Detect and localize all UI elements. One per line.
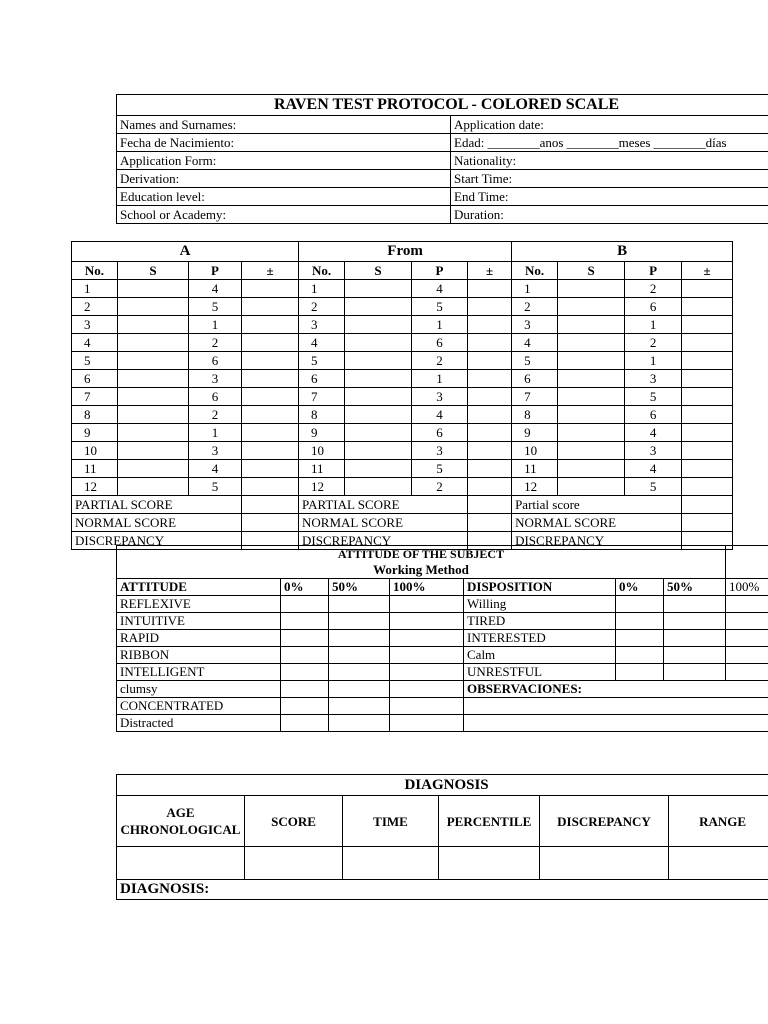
col-s: S	[558, 262, 625, 280]
score-row	[72, 370, 733, 388]
discrepancy-label: DISCREPANCY	[299, 532, 468, 550]
names-field[interactable]: Names and Surnames:	[117, 116, 451, 134]
score-row	[72, 406, 733, 424]
plus-minus-cell[interactable]	[242, 424, 299, 442]
diagnosis-title: DIAGNOSIS	[117, 775, 768, 796]
discrepancy-label: DISCREPANCY	[72, 532, 242, 550]
item-number: 1	[299, 280, 345, 298]
key-answer: 4	[412, 406, 468, 424]
answer-cell[interactable]	[558, 424, 625, 442]
plus-minus-cell[interactable]	[682, 388, 733, 406]
plus-minus-cell[interactable]	[242, 280, 299, 298]
attitude-item: RIBBON	[117, 647, 281, 664]
plus-minus-cell[interactable]	[242, 406, 299, 424]
plus-minus-cell[interactable]	[682, 334, 733, 352]
key-answer: 2	[625, 280, 682, 298]
rating-cell[interactable]	[664, 596, 726, 613]
answer-cell[interactable]	[118, 424, 189, 442]
start-time-field[interactable]: Start Time:	[451, 170, 768, 188]
rating-cell[interactable]	[390, 681, 464, 698]
key-answer: 2	[412, 478, 468, 496]
key-answer: 4	[189, 460, 242, 478]
item-number: 3	[72, 316, 118, 334]
plus-minus-cell[interactable]	[468, 352, 512, 370]
plus-minus-cell[interactable]	[468, 424, 512, 442]
diagnosis-footer[interactable]: DIAGNOSIS:	[117, 880, 768, 900]
rating-cell[interactable]	[664, 664, 726, 681]
identification-table	[116, 94, 768, 224]
diagnosis-input-cell[interactable]	[669, 847, 768, 880]
plus-minus-cell[interactable]	[682, 316, 733, 334]
rating-cell[interactable]	[281, 681, 329, 698]
item-number: 7	[72, 388, 118, 406]
key-answer: 2	[625, 334, 682, 352]
disposition-item: Calm	[464, 647, 616, 664]
item-number: 12	[72, 478, 118, 496]
answer-cell[interactable]	[558, 478, 625, 496]
attitude-row	[117, 698, 768, 715]
attitude-table	[116, 545, 768, 732]
plus-minus-cell[interactable]	[468, 280, 512, 298]
attitude-row	[117, 681, 768, 698]
rating-cell[interactable]	[390, 715, 464, 732]
col-pm: ±	[242, 262, 299, 280]
answer-cell[interactable]	[558, 352, 625, 370]
normal-score-label: NORMAL SCORE	[512, 514, 682, 532]
key-answer: 6	[625, 298, 682, 316]
score-cell[interactable]	[682, 496, 733, 514]
rating-cell[interactable]	[390, 630, 464, 647]
col-s: S	[118, 262, 189, 280]
key-answer: 2	[412, 352, 468, 370]
rating-cell[interactable]	[726, 630, 768, 647]
score-cell[interactable]	[242, 514, 299, 532]
answer-cell[interactable]	[345, 298, 412, 316]
partial-score-label: Partial score	[512, 496, 682, 514]
scoring-table	[71, 241, 733, 550]
duration-field[interactable]: Duration:	[451, 206, 768, 224]
col-pm: ±	[682, 262, 733, 280]
age-chronological-header: AGE CHRONOLOGICAL	[117, 796, 245, 847]
plus-minus-cell[interactable]	[242, 334, 299, 352]
score-header: SCORE	[245, 796, 343, 847]
col-p: P	[625, 262, 682, 280]
time-header: TIME	[343, 796, 439, 847]
rating-cell[interactable]	[329, 630, 390, 647]
item-number: 2	[299, 298, 345, 316]
rating-cell[interactable]	[664, 630, 726, 647]
key-answer: 6	[189, 352, 242, 370]
score-row	[72, 352, 733, 370]
plus-minus-cell[interactable]	[682, 460, 733, 478]
rating-cell[interactable]	[281, 715, 329, 732]
col-no: No.	[512, 262, 558, 280]
plus-minus-cell[interactable]	[682, 352, 733, 370]
rating-cell[interactable]	[281, 698, 329, 715]
answer-cell[interactable]	[118, 352, 189, 370]
key-answer: 3	[412, 442, 468, 460]
plus-minus-cell[interactable]	[468, 442, 512, 460]
key-answer: 2	[189, 334, 242, 352]
diagnosis-input-cell[interactable]	[439, 847, 540, 880]
observations-area[interactable]	[464, 698, 768, 715]
item-number: 11	[512, 460, 558, 478]
rating-cell[interactable]	[329, 698, 390, 715]
range-header: RANGE	[669, 796, 768, 847]
age-field[interactable]: Edad: ________anos ________meses ________días	[451, 134, 768, 152]
key-answer: 5	[412, 298, 468, 316]
form-title: RAVEN TEST PROTOCOL - COLORED SCALE	[117, 95, 768, 116]
rating-cell[interactable]	[390, 698, 464, 715]
answer-cell[interactable]	[345, 442, 412, 460]
plus-minus-cell[interactable]	[682, 370, 733, 388]
item-number: 4	[512, 334, 558, 352]
normal-score-label: NORMAL SCORE	[72, 514, 242, 532]
pct-100-header: 100%	[726, 579, 768, 596]
score-row	[72, 298, 733, 316]
score-row	[72, 442, 733, 460]
rating-cell[interactable]	[329, 647, 390, 664]
key-answer: 3	[189, 442, 242, 460]
attitude-item: INTELLIGENT	[117, 664, 281, 681]
rating-cell[interactable]	[281, 664, 329, 681]
section-b-title: B	[512, 242, 733, 262]
rating-cell[interactable]	[616, 613, 664, 630]
key-answer: 3	[625, 442, 682, 460]
score-row	[72, 460, 733, 478]
answer-cell[interactable]	[118, 280, 189, 298]
item-number: 5	[72, 352, 118, 370]
disposition-item: UNRESTFUL	[464, 664, 616, 681]
item-number: 6	[512, 370, 558, 388]
plus-minus-cell[interactable]	[682, 442, 733, 460]
item-number: 11	[299, 460, 345, 478]
item-number: 4	[299, 334, 345, 352]
item-number: 8	[72, 406, 118, 424]
item-number: 1	[72, 280, 118, 298]
pct-50-header: 50%	[329, 579, 390, 596]
rating-cell[interactable]	[390, 613, 464, 630]
section-ab-title: From	[299, 242, 512, 262]
disposition-header: DISPOSITION	[464, 579, 616, 596]
pct-100-header: 100%	[390, 579, 464, 596]
plus-minus-cell[interactable]	[242, 442, 299, 460]
answer-cell[interactable]	[118, 298, 189, 316]
answer-cell[interactable]	[345, 460, 412, 478]
plus-minus-cell[interactable]	[242, 388, 299, 406]
score-row	[72, 388, 733, 406]
rating-cell[interactable]	[329, 664, 390, 681]
score-cell[interactable]	[468, 514, 512, 532]
plus-minus-cell[interactable]	[468, 406, 512, 424]
key-answer: 6	[412, 424, 468, 442]
normal-score-label: NORMAL SCORE	[299, 514, 468, 532]
working-method-subtitle: Working Method	[117, 562, 726, 579]
partial-score-label: PARTIAL SCORE	[72, 496, 242, 514]
answer-cell[interactable]	[558, 334, 625, 352]
score-row	[72, 280, 733, 298]
partial-score-label: PARTIAL SCORE	[299, 496, 468, 514]
plus-minus-cell[interactable]	[468, 460, 512, 478]
item-number: 8	[512, 406, 558, 424]
answer-cell[interactable]	[558, 460, 625, 478]
plus-minus-cell[interactable]	[682, 406, 733, 424]
rating-cell[interactable]	[616, 664, 664, 681]
item-number: 11	[72, 460, 118, 478]
answer-cell[interactable]	[558, 370, 625, 388]
percentile-header: PERCENTILE	[439, 796, 540, 847]
answer-cell[interactable]	[558, 442, 625, 460]
plus-minus-cell[interactable]	[242, 478, 299, 496]
item-number: 9	[72, 424, 118, 442]
diagnosis-input-cell[interactable]	[117, 847, 245, 880]
item-number: 2	[512, 298, 558, 316]
answer-cell[interactable]	[558, 280, 625, 298]
answer-cell[interactable]	[118, 334, 189, 352]
col-p: P	[412, 262, 468, 280]
diagnosis-input-cell[interactable]	[245, 847, 343, 880]
discrepancy-label: DISCREPANCY	[512, 532, 682, 550]
answer-cell[interactable]	[345, 478, 412, 496]
disposition-item: Willing	[464, 596, 616, 613]
attitude-item: RAPID	[117, 630, 281, 647]
item-number: 7	[299, 388, 345, 406]
score-row	[72, 478, 733, 496]
answer-cell[interactable]	[345, 406, 412, 424]
answer-cell[interactable]	[345, 370, 412, 388]
plus-minus-cell[interactable]	[468, 334, 512, 352]
score-cell[interactable]	[682, 514, 733, 532]
key-answer: 4	[412, 280, 468, 298]
answer-cell[interactable]	[345, 280, 412, 298]
answer-cell[interactable]	[118, 478, 189, 496]
item-number: 9	[299, 424, 345, 442]
key-answer: 2	[189, 406, 242, 424]
rating-cell[interactable]	[281, 647, 329, 664]
col-no: No.	[299, 262, 345, 280]
plus-minus-cell[interactable]	[682, 298, 733, 316]
key-answer: 4	[625, 460, 682, 478]
rating-cell[interactable]	[390, 664, 464, 681]
answer-cell[interactable]	[345, 352, 412, 370]
key-answer: 4	[625, 424, 682, 442]
key-answer: 1	[625, 316, 682, 334]
attitude-item: INTUITIVE	[117, 613, 281, 630]
rating-cell[interactable]	[281, 630, 329, 647]
rating-cell[interactable]	[329, 596, 390, 613]
item-number: 10	[299, 442, 345, 460]
rating-cell[interactable]	[664, 613, 726, 630]
col-no: No.	[72, 262, 118, 280]
rating-cell[interactable]	[281, 596, 329, 613]
rating-cell[interactable]	[726, 647, 768, 664]
rating-cell[interactable]	[726, 664, 768, 681]
attitude-title: ATTITUDE OF THE SUBJECT	[117, 546, 726, 563]
answer-cell[interactable]	[118, 388, 189, 406]
key-answer: 1	[412, 316, 468, 334]
plus-minus-cell[interactable]	[682, 478, 733, 496]
diagnosis-table	[116, 774, 768, 900]
answer-cell[interactable]	[118, 460, 189, 478]
plus-minus-cell[interactable]	[682, 280, 733, 298]
rating-cell[interactable]	[390, 596, 464, 613]
answer-cell[interactable]	[118, 442, 189, 460]
rating-cell[interactable]	[616, 647, 664, 664]
disposition-item: TIRED	[464, 613, 616, 630]
pct-0-header: 0%	[616, 579, 664, 596]
key-answer: 1	[625, 352, 682, 370]
plus-minus-cell[interactable]	[468, 388, 512, 406]
attitude-row	[117, 596, 768, 613]
nationality-field[interactable]: Nationality:	[451, 152, 768, 170]
answer-cell[interactable]	[118, 316, 189, 334]
disposition-item: INTERESTED	[464, 630, 616, 647]
item-number: 6	[72, 370, 118, 388]
answer-cell[interactable]	[558, 388, 625, 406]
score-cell[interactable]	[468, 496, 512, 514]
rating-cell[interactable]	[281, 613, 329, 630]
rating-cell[interactable]	[329, 681, 390, 698]
key-answer: 5	[625, 388, 682, 406]
plus-minus-cell[interactable]	[468, 316, 512, 334]
key-answer: 5	[625, 478, 682, 496]
end-time-field[interactable]: End Time:	[451, 188, 768, 206]
answer-cell[interactable]	[345, 334, 412, 352]
attitude-item: CONCENTRATED	[117, 698, 281, 715]
section-a-title: A	[72, 242, 299, 262]
col-p: P	[189, 262, 242, 280]
key-answer: 5	[189, 478, 242, 496]
key-answer: 5	[189, 298, 242, 316]
key-answer: 1	[412, 370, 468, 388]
plus-minus-cell[interactable]	[682, 424, 733, 442]
item-number: 6	[299, 370, 345, 388]
item-number: 10	[512, 442, 558, 460]
diagnosis-input-cell[interactable]	[343, 847, 439, 880]
answer-cell[interactable]	[558, 406, 625, 424]
answer-cell[interactable]	[558, 298, 625, 316]
derivation-field[interactable]: Derivation:	[117, 170, 451, 188]
item-number: 4	[72, 334, 118, 352]
rating-cell[interactable]	[390, 647, 464, 664]
school-field[interactable]: School or Academy:	[117, 206, 451, 224]
item-number: 8	[299, 406, 345, 424]
key-answer: 5	[412, 460, 468, 478]
rating-cell[interactable]	[726, 596, 768, 613]
plus-minus-cell[interactable]	[468, 298, 512, 316]
observations-area[interactable]	[464, 715, 768, 732]
rating-cell[interactable]	[329, 613, 390, 630]
pct-50-header: 50%	[664, 579, 726, 596]
pct-0-header: 0%	[281, 579, 329, 596]
key-answer: 3	[412, 388, 468, 406]
col-s: S	[345, 262, 412, 280]
attitude-row	[117, 647, 768, 664]
key-answer: 4	[189, 280, 242, 298]
answer-cell[interactable]	[558, 316, 625, 334]
item-number: 10	[72, 442, 118, 460]
plus-minus-cell[interactable]	[242, 370, 299, 388]
item-number: 3	[299, 316, 345, 334]
item-number: 3	[512, 316, 558, 334]
item-number: 9	[512, 424, 558, 442]
score-cell[interactable]	[242, 496, 299, 514]
application-date-field[interactable]: Application date:	[451, 116, 768, 134]
attitude-row	[117, 664, 768, 681]
plus-minus-cell[interactable]	[468, 478, 512, 496]
attitude-row	[117, 715, 768, 732]
answer-cell[interactable]	[345, 388, 412, 406]
item-number: 1	[512, 280, 558, 298]
plus-minus-cell[interactable]	[242, 298, 299, 316]
attitude-item: Distracted	[117, 715, 281, 732]
key-answer: 6	[625, 406, 682, 424]
key-answer: 6	[189, 388, 242, 406]
education-level-field[interactable]: Education level:	[117, 188, 451, 206]
score-row	[72, 334, 733, 352]
answer-cell[interactable]	[118, 406, 189, 424]
diagnosis-input-cell[interactable]	[540, 847, 669, 880]
key-answer: 1	[189, 424, 242, 442]
attitude-item: REFLEXIVE	[117, 596, 281, 613]
rating-cell[interactable]	[616, 630, 664, 647]
answer-cell[interactable]	[345, 424, 412, 442]
birthdate-field[interactable]: Fecha de Nacimiento:	[117, 134, 451, 152]
discrepancy-header: DISCREPANCY	[540, 796, 669, 847]
attitude-row	[117, 630, 768, 647]
application-form-field[interactable]: Application Form:	[117, 152, 451, 170]
key-answer: 3	[189, 370, 242, 388]
rating-cell[interactable]	[616, 596, 664, 613]
rating-cell[interactable]	[726, 613, 768, 630]
answer-cell[interactable]	[345, 316, 412, 334]
item-number: 5	[512, 352, 558, 370]
plus-minus-cell[interactable]	[242, 352, 299, 370]
item-number: 2	[72, 298, 118, 316]
answer-cell[interactable]	[118, 370, 189, 388]
score-row	[72, 424, 733, 442]
plus-minus-cell[interactable]	[468, 370, 512, 388]
attitude-row	[117, 613, 768, 630]
key-answer: 1	[189, 316, 242, 334]
observations-label: OBSERVACIONES:	[464, 681, 768, 698]
attitude-header: ATTITUDE	[117, 579, 281, 596]
item-number: 5	[299, 352, 345, 370]
key-answer: 3	[625, 370, 682, 388]
item-number: 12	[299, 478, 345, 496]
plus-minus-cell[interactable]	[242, 460, 299, 478]
key-answer: 6	[412, 334, 468, 352]
attitude-item: clumsy	[117, 681, 281, 698]
rating-cell[interactable]	[329, 715, 390, 732]
col-pm: ±	[468, 262, 512, 280]
score-row	[72, 316, 733, 334]
plus-minus-cell[interactable]	[242, 316, 299, 334]
item-number: 12	[512, 478, 558, 496]
item-number: 7	[512, 388, 558, 406]
rating-cell[interactable]	[664, 647, 726, 664]
